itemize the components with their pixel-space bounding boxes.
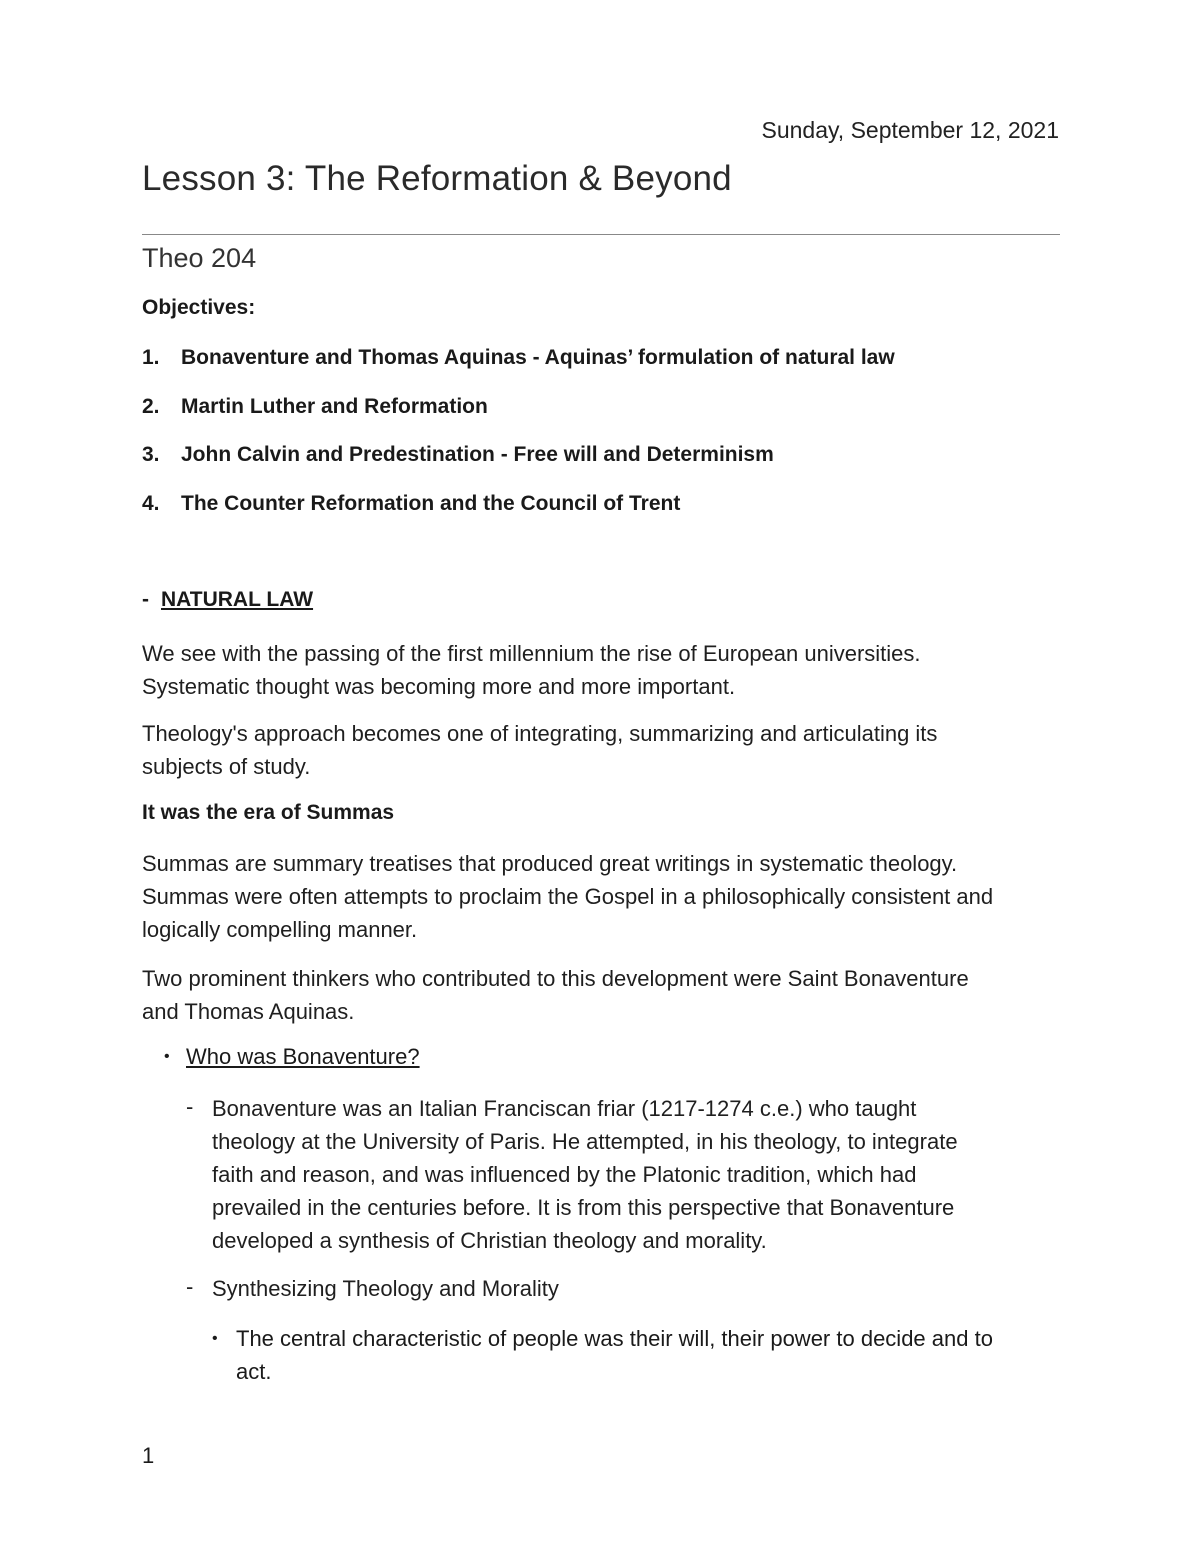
sub-bullet-line: The central characteristic of people was their will, their power to decide and to xyxy=(236,1326,993,1351)
objective-number: 2. xyxy=(142,395,160,418)
dash-item-line: theology at the University of Paris. He attempted, in his theology, to integrate xyxy=(212,1129,958,1154)
dash-marker: - xyxy=(186,1274,194,1299)
dash-item-line: developed a synthesis of Christian theology and morality. xyxy=(212,1228,767,1253)
objective-text: Martin Luther and Reformation xyxy=(181,395,488,418)
dash-item-line: faith and reason, and was influenced by the Platonic tradition, which had xyxy=(212,1162,917,1187)
objective-text: The Counter Reformation and the Council of Trent xyxy=(181,492,681,515)
paragraph-line: subjects of study. xyxy=(142,754,311,779)
paragraph-line: We see with the passing of the first millennium the rise of European universities. xyxy=(142,641,921,666)
objective-item xyxy=(142,492,680,516)
objective-number: 1. xyxy=(142,346,160,369)
paragraph-line: Theology's approach becomes one of integrating, summarizing and articulating its xyxy=(142,721,938,746)
objectives-heading: Objectives: xyxy=(142,296,256,319)
paragraph xyxy=(142,637,1060,703)
section-dash: - xyxy=(142,588,149,611)
page-title: Lesson 3: The Reformation & Beyond xyxy=(142,159,732,198)
section-heading xyxy=(142,588,313,612)
objective-item xyxy=(142,443,774,467)
paragraph-line: logically compelling manner. xyxy=(142,917,418,942)
objective-item xyxy=(142,395,488,419)
dash-item xyxy=(186,1092,958,1257)
objective-number: 3. xyxy=(142,443,160,466)
sub-bullet-item xyxy=(212,1322,993,1388)
bullet-text: Who was Bonaventure? xyxy=(186,1044,420,1069)
title-divider xyxy=(142,234,1060,235)
dash-item xyxy=(186,1272,559,1305)
objective-item xyxy=(142,346,895,370)
section-title: NATURAL LAW xyxy=(161,588,314,611)
objective-text: Bonaventure and Thomas Aquinas - Aquinas’ formulation of natural law xyxy=(181,346,895,369)
paragraph-line: Summas were often attempts to proclaim the Gospel in a philosophically consistent and xyxy=(142,884,994,909)
paragraph xyxy=(142,962,1060,1028)
sub-bullet-marker: • xyxy=(212,1330,218,1347)
paragraph-line: and Thomas Aquinas. xyxy=(142,999,355,1024)
dash-item-line: Synthesizing Theology and Morality xyxy=(212,1276,559,1301)
paragraph-line: Systematic thought was becoming more and more important. xyxy=(142,674,736,699)
dash-item-line: Bonaventure was an Italian Franciscan friar (1217-1274 c.e.) who taught xyxy=(212,1096,917,1121)
course-code: Theo 204 xyxy=(142,243,257,273)
era-heading: It was the era of Summas xyxy=(142,801,395,824)
dash-marker: - xyxy=(186,1094,194,1119)
paragraph xyxy=(142,847,1060,946)
bullet-item xyxy=(164,1044,420,1070)
dash-item-line: prevailed in the centuries before. It is from this perspective that Bonaventure xyxy=(212,1195,955,1220)
bullet-marker: • xyxy=(164,1048,170,1065)
paragraph-line: Summas are summary treatises that produced great writings in systematic theology. xyxy=(142,851,958,876)
sub-bullet-line: act. xyxy=(236,1359,272,1384)
paragraph-line: Two prominent thinkers who contributed to this development were Saint Bonaventure xyxy=(142,966,969,991)
document-date: Sunday, September 12, 2021 xyxy=(761,117,1059,143)
page-number: 1 xyxy=(142,1443,155,1468)
objective-text: John Calvin and Predestination - Free will and Determinism xyxy=(181,443,774,466)
objective-number: 4. xyxy=(142,492,160,515)
paragraph xyxy=(142,717,1060,783)
